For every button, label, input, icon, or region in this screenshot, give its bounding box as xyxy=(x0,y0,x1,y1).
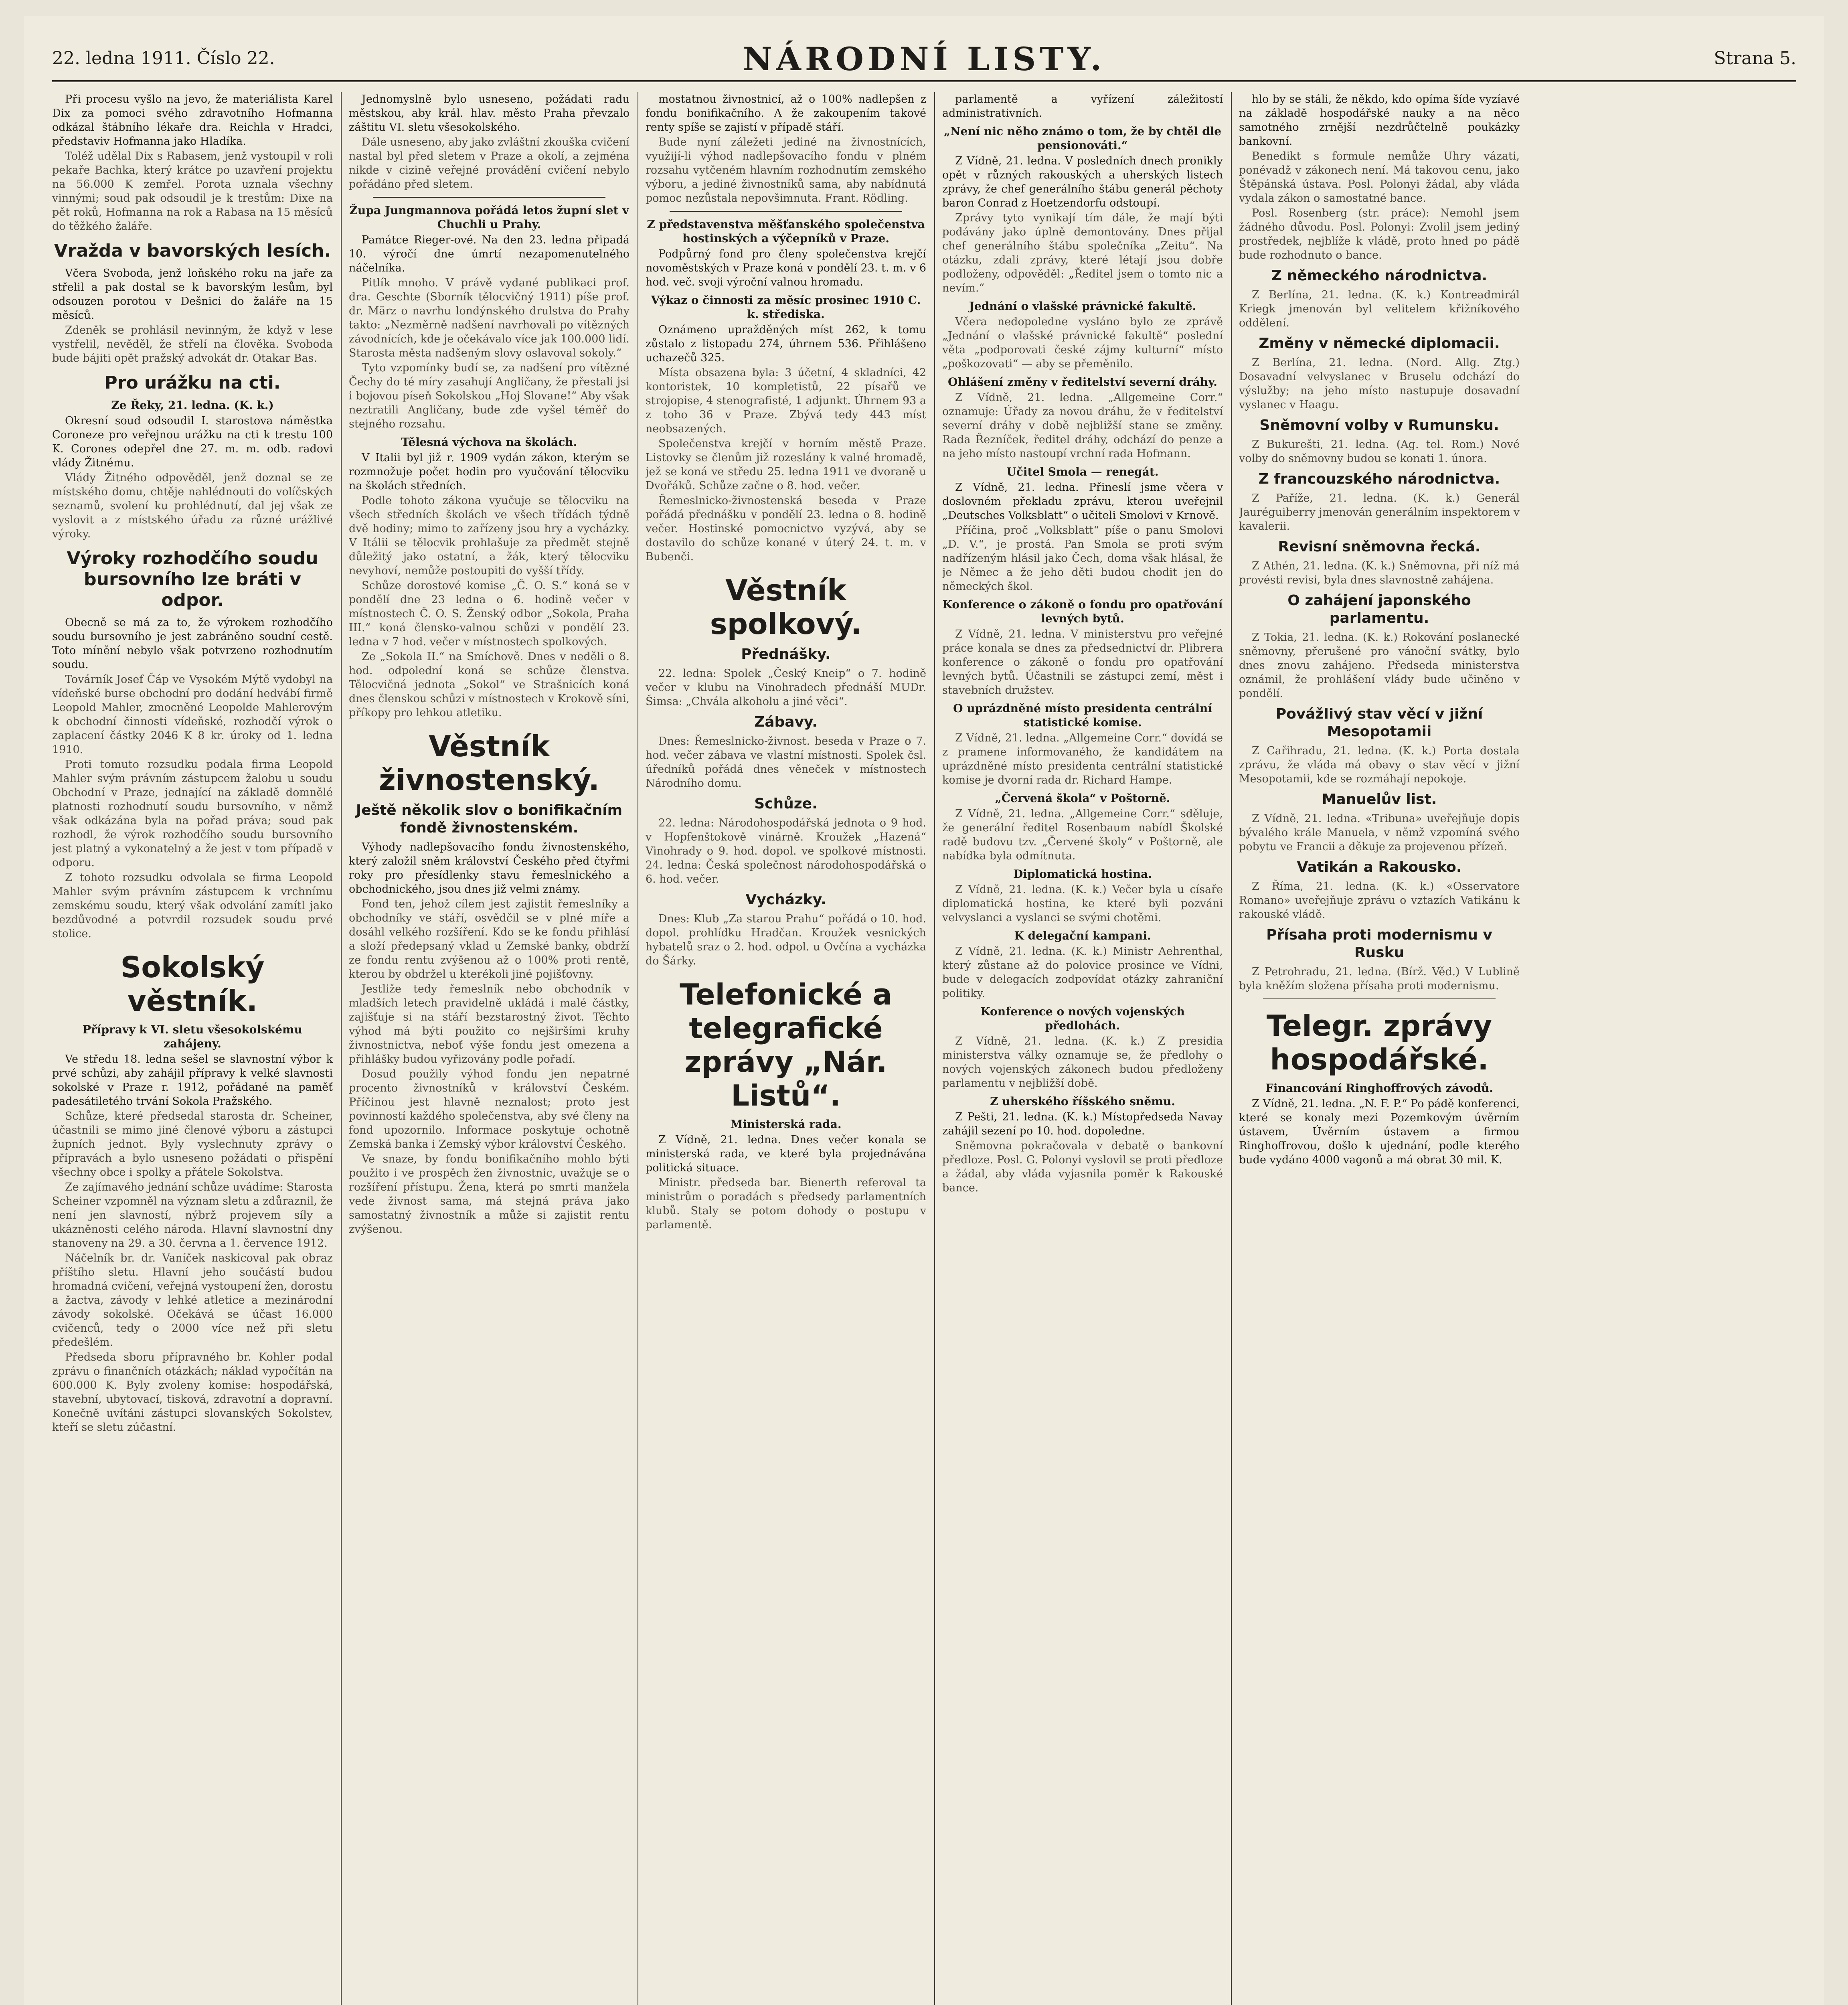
issue-date: 22. ledna 1911. Číslo 22. xyxy=(52,48,275,69)
heading-zupa: Župa Jungmannova pořádá letos župní slet v Chuchli u Prahy. xyxy=(349,204,629,231)
col2-text-c: Tyto vzpomínky budí se, za nadšení pro vítězné Čechy do té míry zasahují Angličany, že přestali jsi i bojovou píseň Sokolskou „Hoj Slovane!“ Aby však neztratili Angličany, bude zde vyšel téměř do stejného rozsahu. xyxy=(349,362,629,430)
col4-text-e: Z Vídně, 21. ledna. V ministerstvu pro veřejné práce konala se dnes za předsednictví dr. Plibrera konference o zákoně o fondu pro opatřování levných bytů. Účastnili se zástupci zemí, měst i stavebních družstev. xyxy=(942,628,1223,697)
col2-intro: Jednomyslně bylo usneseno, požádati radu městskou, aby král. hlav. město Praha převzalo záštitu VI. sletu všesokolského. xyxy=(349,93,629,134)
col1-text-j: Předseda sboru přípravného br. Kohler podal zprávu o finančních otázkách; náklad vypočítán na 600.000 K. Byly zvoleny komise: hospodářská, stavební, ubytovací, tisková, zdravotní a dopravní. Konečně uvítáni zástupci slovanských Sokolstev, kteří se sletu zúčastní. xyxy=(52,1351,333,1434)
col3-text-a: Bude nyní záležeti jediné na živnostnících, využijí-li výhod nadlepšovacího fondu v plném rozsahu vytčeném hlavním rozhodnutím zemského výboru, a jediné živnostníků sama, aby nabídnutá pomoc nezůstala nepovšimnuta. Frant. Rödling. xyxy=(646,136,926,205)
col5-text-h: Z Tokia, 21. ledna. (K. k.) Rokování poslanecké sněmovny, přerušené pro vánoční svátky, bylo dnes znovu zahájeno. Předseda ministerstva oznámil, že prohlášení vlády bude učiněno v pondělí. xyxy=(1239,631,1520,700)
col1-urazka-text: Okresní soud odsoudil I. starostova náměstka Coroneze pro veřejnou urážku na cti k trestu 100 K. Corones odepřel dne 27. m. m. odb. radovi vlády Žitnému. xyxy=(52,415,333,469)
telegraf-subheading: Ministerská rada. xyxy=(730,1118,842,1131)
column-rule xyxy=(341,92,342,2005)
vestnik-subheading: Ještě několik slov o bonifikačním fondě živnostenském. xyxy=(356,802,623,836)
heading-mista: O uprázdněné místo presidenta centrální statistické komise. xyxy=(953,702,1212,729)
page-header xyxy=(52,32,1796,82)
col4-text-c: Z Vídně, 21. ledna. „Allgemeine Corr.“ oznamuje: Úřady za novou dráhu, že v ředitelství severní dráhy v době nejbližší stane se změny. Rada Řezníček, ředitel dráhy, odchází do penze a na jeho místo nastoupí vrchní rada Hofmann. xyxy=(942,391,1223,460)
col1-intro: Při procesu vyšlo na jevo, že materiálista Karel Dix za pomoci svého zdravotního Hofmanna odkázal štábního lékaře dra. Reichla v Hradci, představiv Hofmanna jako Hladíka. xyxy=(52,93,333,148)
col4-text-i: Z Vídně, 21. ledna. (K. k.) Ministr Aehrenthal, který zůstane až do polovice prosince ve Vídni, bude v delegacích zodpovídat otázky zahraniční politiky. xyxy=(942,945,1223,1000)
col2-text-d: Podle tohoto zákona vyučuje se tělocviku na všech středních školách ve všech třídách týdně dvě hodiny; mimo to zařízeny jsou hry a vycházky. V Itálii se tělocvik prohlašuje za předmět stejně důležitý jako ostatní, a žák, který tělocviku nevyhoví, nemůže postoupiti do vyšší třídy. xyxy=(349,494,629,577)
col4-text-a: Zprávy tyto vynikají tím dále, že mají býti podávány jako úplně demontovány. Dnes přijal chef generálního štábu společníka „Zeitu“. Na otázku, zdali zprávy, které létají jsou dobře podloženy, odpověděl: „Ředitel jsem o tomto nic a nevím.“ xyxy=(942,212,1223,294)
col4-intro: parlamentě a vyřízení záležitostí administrativních. xyxy=(942,93,1223,119)
heading-povazlivy: Povážlivý stav věcí v jižní Mesopotamii xyxy=(1275,706,1483,740)
column-5 xyxy=(1239,92,1520,2005)
column-3 xyxy=(646,92,926,2005)
col2-text-h: Jestliže tedy řemeslník nebo obchodník v mladších letech pravidelně ukládá i malé částky, zajišťuje si na stáří bezstarostný život. Těchto výhod má býti použito co nejširšími kruhy živnostnictva, neboť výše fondu jest omezena a přihlášky budou vyřizovány podle pořadí. xyxy=(349,983,629,1065)
col1-text-d: Továrník Josef Čáp ve Vysokém Mýtě vydobyl na vídeňské burse obchodní pro dodání hedvábí firmě Leopold Mahler, zmocněné Leopolde Mahlerovým k obchodní činnosti vídeňské, rozhodčí výrok o zaplacení částky 2046 K 8 kr. úroky od 1. ledna 1910. xyxy=(52,673,333,756)
heading-oblaseni: Ohlášení změny v ředitelství severní dráhy. xyxy=(948,375,1217,389)
col4-text-b: Včera nedopoledne vysláno bylo ze zprávě „Jednání o vlašské právnické fakultě“ poslední věta „podporovati české zájmy kulturní“ místo „poškozovati“ — aby se přeměnilo. xyxy=(942,316,1223,370)
col3-text-c: Společenstva krejčí v horním městě Praze. Listovky se členům již rozeslány k valné hromadě, jež se koná ve středu 25. ledna 1911 ve dvoraně u Dvořáků. Schůze začne o 8. hod. večer. xyxy=(646,437,926,492)
col2-zupa-text: Památce Rieger-ové. Na den 23. ledna připadá 10. výročí dne úmrtí nezapomenutelného náčelníka. xyxy=(349,234,629,274)
col3-text-g: 22. ledna: Národohospodářská jednota o 9 hod. v Hopfenštokově vinárně. Kroužek „Hazená“ Vinohrady o 9. hod. dopol. ve spolkové místnosti. 24. ledna: Česká společnost národohospodářská o 6. hod. večer. xyxy=(646,817,926,885)
hosp-subheading: Financování Ringhoffrových závodů. xyxy=(1265,1081,1493,1095)
col3-vyzkum-text: Oznámeno upražděných míst 262, k tomu zůstalo z listopadu 274, úhrnem 536. Přihlášeno uchazečů 325. xyxy=(646,324,926,364)
col3-intro: mostatnou živnostnicí, až o 100% nadlepšen z fondu bonifikačního. A že zakoupením takové renty spíše se zajistí v případě stáří. xyxy=(646,93,926,134)
page-number: Strana 5. xyxy=(1714,48,1796,69)
heading-francouzsky: Z francouzského národnictva. xyxy=(1258,471,1500,487)
col3-spolky-text: Podpůrný fond pro členy společenstva krejčí novoměstských v Praze koná v pondělí 23. t. m. v 6 hod. več. svoji výroční valnou hromadu. xyxy=(646,248,926,288)
columns xyxy=(52,92,1796,2005)
col5-text-g: Z Athén, 21. ledna. (K. k.) Sněmovna, při níž má provésti revisi, byla dnes slavnostně zahájena. xyxy=(1239,560,1520,586)
sokol-subheading: Přípravy k VI. sletu všesokolskému zahájeny. xyxy=(83,1023,302,1050)
column-2 xyxy=(349,92,629,2005)
col5-text-j: Z Vídně, 21. ledna. «Tribuna» uveřejňuje dopis bývalého krále Manuela, v němž vzpomíná svého pobytu ve Francii a děkuje za projevenou přízeň. xyxy=(1239,812,1520,853)
col2-text-a: Dále usneseno, aby jako zvláštní zkouška cvičení nastal byl před sletem v Praze a okolí, a zejména nikde v cizině veřejné provádění cvičení nebylo pořádáno před sletem. xyxy=(349,136,629,190)
heading-telegr-hosp: Telegr. zprávy hospodářské. xyxy=(1266,1009,1492,1076)
col3-telegraf-text: Z Vídně, 21. ledna. Dnes večer konala se ministerská rada, ve které byla projednávána politická situace. xyxy=(646,1134,926,1174)
heading-vyzkum: Výkaz o činnosti za měsíc prosinec 1910 C. k. střediska. xyxy=(651,294,921,321)
divider xyxy=(1263,998,1496,999)
heading-spolky: Z představenstva měšťanského společenstva hostinských a výčepníků v Praze. xyxy=(647,218,925,245)
col3-text-b: Místa obsazena byla: 3 účetní, 4 skladníci, 42 kontoristek, 10 kompletistů, 22 písařů ve strojopise, 4 stenografisté, 1 adjunkt. Úhrnem 93 a z toho 36 v Praze. Zbývá tedy 443 míst neobsazených. xyxy=(646,367,926,435)
col4-text-h: Z Vídně, 21. ledna. (K. k.) Večer byla u císaře diplomatická hostina, ke které byli pozváni velvyslanci a vyslanci se svými chotěmi. xyxy=(942,883,1223,924)
column-rule xyxy=(1231,92,1232,2005)
heading-nemecko: Z německého národnictva. xyxy=(1271,267,1488,284)
column-rule xyxy=(934,92,935,2005)
urazka-dateline: Ze Řeky, 21. ledna. (K. k.) xyxy=(111,399,274,412)
col1-text-c: Vlády Žitného odpověděl, jenž doznal se ze místského domu, chtěje nahlédnouti do volíčských seznamů, svolení ku prohlédnutí, dal jej však ze vyslovit a z místského úřadu za různé urážlivé výroky. xyxy=(52,472,333,540)
heading-zmeny: Změny v německé diplomacii. xyxy=(1259,335,1500,352)
heading-prisaha: Přísaha proti modernismu v Rusku xyxy=(1266,927,1492,961)
col2-text-i: Dosud použily výhod fondu jen nepatrné procento živnostníků v království Českém. Příčinou jest hlavně neznalost; proto jest povinností každého společenstva, aby své členy na fond upozornilo. Informace poskytuje ochotně Zemská banka i Zemský výbor království Českého. xyxy=(349,1068,629,1150)
heading-schuze: Schůze. xyxy=(754,796,818,812)
col4-ucitel-text: Z Vídně, 21. ledna. Přineslí jsme včera v doslovném překladu zprávu, kterou uveřejnil „Deutsches Volksblatt“ o učiteli Smolovi v Krnově. xyxy=(942,481,1223,522)
heading-sokol: Sokolský věstník. xyxy=(120,950,265,1018)
heading-vyroky: Výroky rozhodčího soudu bursovního lze bráti v odpor. xyxy=(67,548,318,610)
heading-japonsky: O zahájení japonského parlamentu. xyxy=(1287,592,1471,626)
col1-text-f: Z tohoto rozsudku odvolala se firma Leopold Mahler svým právním zástupcem k vrchnímu zemskému soudu, který však odvolání zamítl jako bezdůvodné a potvrdil rozsudek soudu prvé stolice. xyxy=(52,871,333,940)
heading-cervena: „Červená škola“ v Poštorně. xyxy=(995,792,1170,805)
col2-vychova-text: V Italii byl již r. 1909 vydán zákon, kterým se rozmnožuje počet hodin pro vyučování tělocviku na školách středních. xyxy=(349,452,629,492)
heading-vrazda: Vražda v bavorských lesích. xyxy=(54,241,331,261)
col5-text-f: Z Paříže, 21. ledna. (K. k.) Generál Jauréguiberry jmenován generálním inspektorem v kavalerii. xyxy=(1239,492,1520,533)
col5-text-c: Z Berlína, 21. ledna. (K. k.) Kontreadmirál Kriegk jmenován byl velitelem křižníkového oddělení. xyxy=(1239,289,1520,329)
heading-uhersky: Z uherského říšského sněmu. xyxy=(990,1095,1175,1108)
col1-sokol-text: Ve středu 18. ledna sešel se slavnostní výbor k prvé schůzi, aby zahájil přípravy k velké slavnosti sokolské v Praze r. 1912, pořádané na paměť padesátiletého trvání Sokola Pražského. xyxy=(52,1053,333,1108)
heading-vychazky: Vycházky. xyxy=(745,891,826,908)
col4-text-j: Z Vídně, 21. ledna. (K. k.) Z presidia ministerstva války oznamuje se, že předlohy o nových vojenských zákonech budou předloženy parlamentu v nejbližší době. xyxy=(942,1035,1223,1090)
heading-vestnik-zivnost: Věstník živnostenský. xyxy=(379,729,600,797)
newspaper-page xyxy=(24,16,1824,2005)
col1-text-i: Náčelník br. dr. Vaníček naskicoval pak obraz příštího sletu. Hlavní jeho součástí budou hromadná cvičení, veřejná vystoupení žen, dorostu a žactva, závody v lehké atletice a mezinárodní závody sokolské. Očekává se účast 16.000 cvičenců, tedy o 2000 více než při sletu předešlém. xyxy=(52,1252,333,1349)
divider xyxy=(373,197,605,198)
col3-text-e: 22. ledna: Spolek „Český Kneip“ o 7. hodině večer v klubu na Vinohradech přednáší MUDr. Šimsa: „Chvála alkoholu a jiné věci“. xyxy=(646,667,926,708)
col2-text-g: Fond ten, jehož cílem jest zajistit řemeslníky a obchodníky ve stáří, osvědčil se v plné míře a dosáhl velkého rozšíření. Kdo se ke fondu přihlásí a složí předepsaný vklad u Zemské banky, obdrží ze fondu rentu zvýšenou až o 100% proti rentě, kterou by obdržel u kterékoli jiné pojišťovny. xyxy=(349,898,629,980)
col4-neni-text: Z Vídně, 21. ledna. V posledních dnech pronikly opět v různých rakouských a uherských listech zprávy, že chef generálního štábu generál pěchoty baron Conrad z Hoetzendorfu odstoupí. xyxy=(942,155,1223,209)
col5-intro: hlo by se stáli, že někdo, kdo opíma šíde vyzíavé na základě hospodářské nauky a na něco samotného zrnější nezdrůčtelně poukázky bankovní. xyxy=(1239,93,1520,148)
col4-text-d: Příčina, proč „Volksblatt“ píše o panu Smolovi „D. V.“, je prostá. Pan Smola se proti svým nadřízeným hlásil jako Čech, doma však hlásal, že je Němec a že jeho děti budou chodit jen do německých škol. xyxy=(942,524,1223,593)
col1-vrazda-text: Včera Svoboda, jenž loňského roku na jaře za střelil a pak dostal se k bavorským lesům, byl odsouzen porotou v Dešnici do žaláře na 15 měsíců. xyxy=(52,267,333,322)
heading-prednasky: Přednášky. xyxy=(741,646,831,662)
heading-konf2: Konference o nových vojenských předlohách. xyxy=(980,1005,1185,1032)
col4-text-g: Z Vídně, 21. ledna. „Allgemeine Corr.“ sděluje, že generální ředitel Rosenbaum nabídl Školské radě budovu tzv. „Červené školy“ v Poštorně, ale nabídka byla odmítnuta. xyxy=(942,808,1223,862)
heading-konference: Konference o zákoně o fondu pro opatřování levných bytů. xyxy=(942,598,1223,625)
col1-text-g: Schůze, které předsedal starosta dr. Scheiner, účastnili se mimo jiné členové výboru a zástupci župních jednot. Byly vyslechnuty zprávy o přípravách a bylo usneseno požádati o přispění všechny obce i spolky a přátele Sokolstva. xyxy=(52,1110,333,1179)
col4-uhersky-text: Z Pešti, 21. ledna. (K. k.) Místopředseda Navay zahájil sezení po 10. hod. dopoledne. xyxy=(942,1111,1223,1137)
heading-jednani: Jednání o vlašské právnické fakultě. xyxy=(969,300,1196,313)
col1-text-a: Toléž udělal Dix s Rabasem, jenž vystoupil v roli pekaře Bachka, který krátce po uzavření projektu na 56.000 K zemřel. Porota uznala všechny vinnými; soud pak odsoudil je k trestům: Dixe na pět roků, Hofmanna na rok a Rabasa na 15 měsíců do těžkého žaláře. xyxy=(52,150,333,233)
col3-text-d: Řemeslnicko-živnostenská beseda v Praze pořádá přednášku v pondělí 23. ledna o 8. hodině večer. Hostinské pomocnictvo vyzývá, aby se dostavilo do schůze konané v úterý 24. t. m. v Bubenči. xyxy=(646,494,926,563)
col1-text-b: Zdeněk se prohlásil nevinným, že když v lese vystřelil, nevěděl, že střelí na člověka. Svoboda bude bájiti opět pražský advokát dr. Otakar Bas. xyxy=(52,324,333,365)
col5-text-a: Benedikt s formule nemůže Uhry vázati, ponévadž v zákonech není. Má takovou cenu, jako Štěpánská ústava. Posl. Polonyi žádal, aby vláda vydala zákon o samostatné bance. xyxy=(1239,150,1520,205)
heading-vatikan: Vatikán a Rakousko. xyxy=(1297,859,1462,875)
col2-text-e: Schůze dorostové komise „Č. O. S.“ koná se v pondělí dne 23 ledna o 6. hodině večer v místnostech Č. O. S. Ženský odbor „Sokola, Praha III.“ koná člensko-valnou schůzi v pondělí 23. ledna v 7 hod. večer v místnostech spolkových. xyxy=(349,579,629,648)
col2-text-f: Ze „Sokola II.“ na Smíchově. Dnes v neděli o 8. hod. odpolední koná se schůze členstva. Tělocvičná jednota „Sokol“ ve Strašnicích koná dnes členskou schůzi v místnostech v Krokově síni, příkopy pro lehkou atletiku. xyxy=(349,650,629,719)
col3-text-i: Ministr. předseda bar. Bienerth referoval ta ministrům o poradách s předsedy parlamentních klubů. Staly se potom dohody o postupu v parlamentě. xyxy=(646,1177,926,1231)
heading-zabavy: Zábavy. xyxy=(754,714,818,730)
heading-snemovni: Sněmovní volby v Rumunsku. xyxy=(1259,417,1499,433)
col1-text-e: Proti tomuto rozsudku podala firma Leopold Mahler svým právním zástupcem žalobu u soudu Obchodní v Praze, jednající na základě domnělé platnosti rozhodnutí soudu bursovního, v němž však odkázána byla na pořad práva; soud pak rozhodl, že výrok rozhodčího soudu bursovního jest platný a vykonatelný a že jest v tom případě v odporu. xyxy=(52,758,333,869)
col5-hosp-text: Z Vídně, 21. ledna. „N. F. P.“ Po pádě konferenci, které se konaly mezi Pozemkovým úvěrním ústavem, Úvěrním ústavem a firmou Ringhoffrovou, došlo k ujednání, podle kterého bude vydáno 4000 vagonů a má obrat 30 mil. K. xyxy=(1239,1098,1520,1166)
col5-text-i: Z Cařihradu, 21. ledna. (K. k.) Porta dostala zprávu, že vláda má obavy o stav věcí v jižní Mesopotamii, kde se rozmáhají nepokoje. xyxy=(1239,745,1520,785)
col5-text-b: Posl. Rosenberg (str. práce): Nemohl jsem žádného důvodu. Posl. Polonyi: Zvolil jsem jediný prostředek, nejblíže k vládě, proto hned po pádě bude rozhodnuto o bance. xyxy=(1239,207,1520,261)
heading-revisni: Revisní sněmovna řecká. xyxy=(1278,539,1481,555)
col5-text-e: Z Bukurešti, 21. ledna. (Ag. tel. Rom.) Nové volby do sněmovny budou se konati 1. února. xyxy=(1239,438,1520,465)
heading-delegacni: K delegační kampani. xyxy=(1014,929,1151,942)
column-4 xyxy=(942,92,1223,2005)
heading-vychova: Tělesná výchova na školách. xyxy=(401,435,577,449)
column-1 xyxy=(52,92,333,2005)
heading-manuel: Manuelův list. xyxy=(1322,791,1437,808)
heading-diplom: Diplomatická hostina. xyxy=(1013,867,1152,881)
col2-text-j: Ve snaze, by fondu bonifikačního mohlo býti použito i ve prospěch žen živnostnic, uvažuje se o rozšíření přístupu. Žena, která po smrti manžela vede živnost sama, má stejná práva jako samostatný živnostník a může si zajistit rentu zvýšenou. xyxy=(349,1153,629,1235)
col3-text-f: Dnes: Řemeslnicko-živnost. beseda v Praze o 7. hod. večer zábava ve vlastní místnosti. Spolek čsl. úředníků pořádá dnes věneček v místnostech Národního domu. xyxy=(646,735,926,790)
col5-text-k: Z Říma, 21. ledna. (K. k.) «Osservatore Romano» uveřejňuje zprávu o vztazích Vatikánu k rakouské vládě. xyxy=(1239,880,1520,921)
heading-urazka: Pro urážku na cti. xyxy=(104,373,281,393)
col2-vestnik-text: Výhody nadlepšovacího fondu živnostenského, který založil sněm království Českého před čtyřmi roky pro přesídlenky stavu řemeslnického a obchodnického, jsou dnes již velmi známy. xyxy=(349,841,629,895)
col4-text-f: Z Vídně, 21. ledna. „Allgemeine Corr.“ dovídá se z pramene informovaného, že kandidátem na uprázdněné místo presidenta centrální statistické komise je dvorní rada dr. Richard Hampe. xyxy=(942,732,1223,786)
divider xyxy=(670,211,902,212)
col5-text-l: Z Petrohradu, 21. ledna. (Bírž. Věd.) V Lublině byla kněžím složena přísaha proti modernismu. xyxy=(1239,966,1520,992)
col2-text-b: Pitlík mnoho. V právě vydané publikaci prof. dra. Geschte (Sborník tělocvičný 1911) píše prof. dr. März o navrhu londýnského drulstva do Prahy takto: „Nezměrně nadšení navrhovali po vítězných závodnících, kde je očekávalo více jak 100.000 lidí. Starosta města nadšeným slovy oslavoval sokoly.“ xyxy=(349,277,629,359)
col1-text-h: Ze zajímavého jednání schůze uvádíme: Starosta Scheiner vzpomněl na význam sletu a zdůraznil, že není jen slavností, nýbrž projevem síly a ukázněnosti celého národa. Hlavní slavnostní dny stanoveny na 29. a 30. června a 1. července 1912. xyxy=(52,1181,333,1250)
heading-ucitel: Učitel Smola — renegát. xyxy=(1006,465,1159,478)
heading-vestnik-spolkovy: Věstník spolkový. xyxy=(710,573,862,641)
col5-text-d: Z Berlína, 21. ledna. (Nord. Allg. Ztg.) Dosavadní velvyslanec v Bruselu odchází do výslužby; na jeho místo nastupuje dosavadní vyslanec v Haagu. xyxy=(1239,356,1520,411)
col3-text-h: Dnes: Klub „Za starou Prahu“ pořádá o 10. hod. dopol. prohlídku Hradčan. Kroužek vesnických hybatelů sraz o 2. hod. odpol. u Ovčína a vycházka do Šárky. xyxy=(646,913,926,967)
col1-vyroky-text: Obecně se má za to, že výrokem rozhodčího soudu bursovního je jest zabráněno soudní cestě. Toto mínění nebylo však potvrzeno rozhodnutím soudu. xyxy=(52,616,333,671)
col4-text-k: Sněmovna pokračovala v debatě o bankovní předloze. Posl. G. Polonyi vyslovil se proti předloze a žádal, aby vláda vyjasnila poměr k Rakouské bance. xyxy=(942,1140,1223,1194)
masthead-title: NÁRODNÍ LISTY. xyxy=(743,40,1106,78)
heading-neni: „Není nic něho známo o tom, že by chtěl dle pensionováti.“ xyxy=(943,125,1222,152)
heading-telegraf: Telefonické a telegrafické zprávy „Nár. Listů“. xyxy=(680,978,892,1112)
